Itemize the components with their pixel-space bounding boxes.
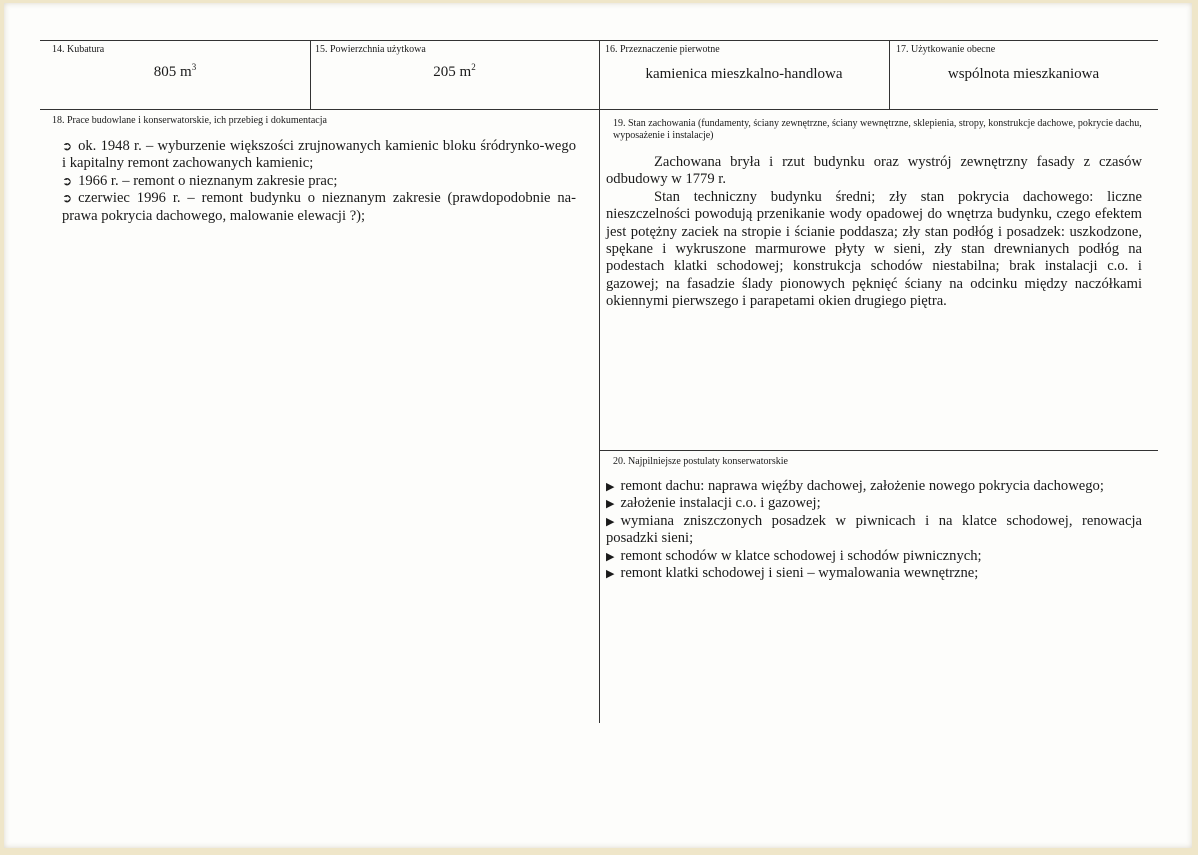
postulat-item: [606, 495, 1142, 512]
prace-item-text: czerwiec 1996 r. – remont budynku o nieznanym zakresie (prawdopodobnie na-prawa pokrycia dachowego, malowanie elewacji ?);: [62, 190, 576, 224]
stan-paragraph: Stan techniczny budynku średni; zły stan pokrycia dachowego: liczne nieszczelności powodują przenikanie wody opadowej do wnętrza budynku, czego efektem jest potężny zaciek na stropie i ścianie poddasza; zły stan podłóg i posadzek: uszkodzone, spękane i wykruszone marmurowe płyty w sieni, zły stan drewnianych podłóg na podestach klatki schodowej; konstrukcja schodów niestabilna; brak instalacji c.o. i gazowej; na fasadzie ślady pionowych pęknięć ściany na odcinku między naczółkami okiennymi pierwszego i parapetami okien drugiego piętra.: [606, 188, 1142, 310]
powierzchnia-label: 15. Powierzchnia użytkowa: [315, 44, 426, 55]
kubatura-unit-sup: 3: [191, 62, 197, 72]
kubatura-number: 805 m: [153, 64, 192, 80]
kubatura-label: 14. Kubatura: [52, 44, 105, 55]
triangle-bullet-icon: ▶: [606, 497, 615, 511]
powierzchnia-unit-sup: 2: [471, 62, 476, 72]
postulat-item: [606, 565, 1142, 582]
kubatura-value: [40, 64, 310, 81]
curved-arrow-icon: ➲: [62, 173, 73, 188]
section-19-20-rule: [599, 450, 1158, 451]
postulat-item-text: remont schodów w klatce schodowej i schodów piwnicznych;: [620, 547, 982, 564]
postulat-item: [606, 548, 1142, 565]
divider-15-16: [599, 40, 600, 723]
triangle-bullet-icon: ▶: [606, 549, 615, 563]
postulaty-label: 20. Najpilniejsze postulaty konserwatorskie: [613, 456, 788, 467]
postulat-item-text: remont klatki schodowej i sieni – wymalowania wewnętrzne;: [620, 565, 979, 582]
stan-label: 19. Stan zachowania (fundamenty, ściany zewnętrzne, ściany wewnętrzne, sklepienia, stropy, konstrukcje dachowe, pokrycie dachu, wyposażenie i instalacje): [613, 118, 1142, 141]
prace-item-text: 1966 r. – remont o nieznanym zakresie prac;: [78, 172, 338, 189]
prace-item-text: ok. 1948 r. – wyburzenie większości zrujnowanych kamienic bloku śródrynko-wego i kapitalny remont zachowanych kamienic;: [62, 138, 576, 172]
postulat-item: [606, 478, 1142, 495]
prace-item: [62, 173, 576, 190]
curved-arrow-icon: ➲: [62, 191, 73, 206]
postulat-item-text: remont dachu: naprawa więźby dachowej, założenie nowego pokrycia dachowego;: [620, 478, 1104, 494]
postulat-item-text: wymiana zniszczonych posadzek w piwnicach i na klatce schodowej, renowacja posadzki sieni;: [606, 512, 1142, 547]
triangle-bullet-icon: ▶: [606, 514, 615, 528]
uzytkowanie-value: wspólnota mieszkaniowa: [947, 66, 1100, 82]
przeznaczenie-value: kamienica mieszkalno-handlowa: [645, 66, 843, 82]
stan-paragraph: Zachowana bryła i rzut budynku oraz wystrój zewnętrzny fasady z czasów odbudowy w 1779 r.: [606, 154, 1142, 188]
stan-text: [606, 154, 1142, 311]
triangle-bullet-icon: ▶: [606, 480, 615, 493]
uzytkowanie-label: 17. Użytkowanie obecne: [896, 44, 996, 55]
powierzchnia-value: [310, 64, 599, 81]
postulat-item-text: założenie instalacji c.o. i gazowej;: [620, 495, 821, 512]
prace-item: [62, 138, 576, 173]
prace-label: 18. Prace budowlane i konserwatorskie, ich przebieg i dokumentacja: [52, 115, 327, 126]
przeznaczenie-label: 16. Przeznaczenie pierwotne: [605, 44, 720, 55]
curved-arrow-icon: ➲: [62, 139, 73, 153]
triangle-bullet-icon: ▶: [606, 567, 615, 581]
prace-item: [62, 190, 576, 225]
postulaty-list: [606, 478, 1142, 582]
powierzchnia-number: 205 m: [433, 64, 472, 80]
postulat-item: [606, 513, 1142, 548]
prace-list: [62, 138, 576, 225]
